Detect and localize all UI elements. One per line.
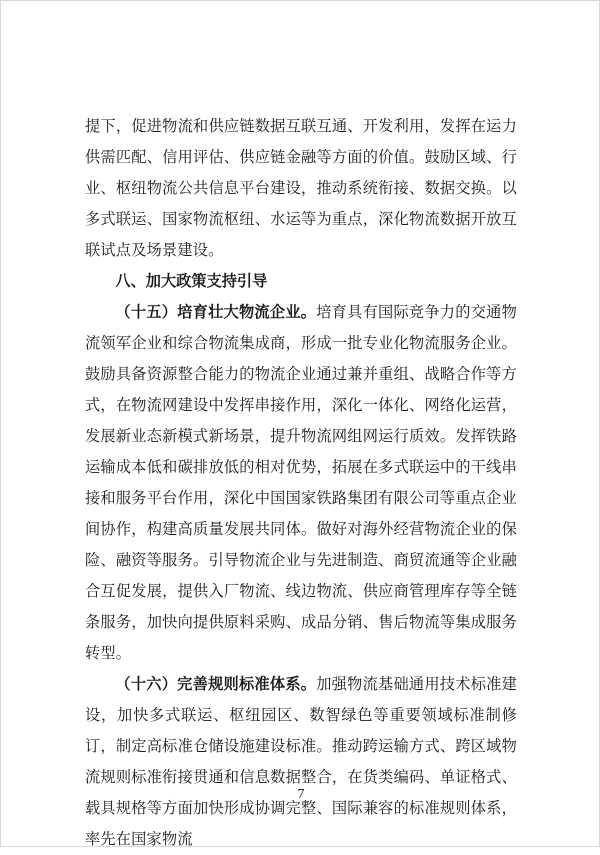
item-16-lead: （十六）完善规则标准体系。 [115,675,317,693]
item-15-lead: （十五）培育壮大物流企业。 [115,303,317,321]
item-16-body: 加强物流基础通用技术标准建设，加快多式联运、枢纽园区、数智绿色等重要领域标准制修订，制定高标准仓储设施建设标准。推动跨运输方式、跨区域物流规则标准衔接贯通和信息数据整合，在货类编码、单证格式、载具规格等方面加快形成协调完整、国际兼容的标准规则体系，率先在国家物流 [85,675,517,848]
paragraph-item-15 [85,297,517,669]
section-heading: 八、加大政策支持引导 [115,272,268,290]
paragraph-item-16 [85,669,517,855]
page-number: 7 [297,787,305,802]
item-15-body: 培育具有国际竞争力的交通物流领军企业和综合物流集成商，形成一批专业化物流服务企业。鼓励具备资源整合能力的物流企业通过兼并重组、战略合作等方式，在物流网建设中发挥串接作用，深化一体化、网络化运营，发展新业态新模式新场景，提升物流网组网运行质效。发挥铁路运输成本低和碳排放低的相对优势，拓展在多式联运中的干线串接和服务平台作用，深化中国国家铁路集团有限公司等重点企业间协作，构建高质量发展共同体。做好对海外经营物流企业的保险、融资等服务。引导物流企业与先进制造、商贸流通等企业融合互促发展，提供入厂物流、线边物流、供应商管理库存等全链条服务，加快向提供原料采购、成品分销、售后物流等集成服务转型。 [85,303,517,662]
paragraph-continuation: 提下，促进物流和供应链数据互联互通、开发利用，发挥在运力供需匹配、信用评估、供应链金融等方面的价值。鼓励区域、行业、枢纽物流公共信息平台建设，推动系统衔接、数据交换。以多式联运、国家物流枢纽、水运等为重点，深化物流数据开放互联试点及场景建设。 [85,117,517,259]
document-body [85,111,517,855]
